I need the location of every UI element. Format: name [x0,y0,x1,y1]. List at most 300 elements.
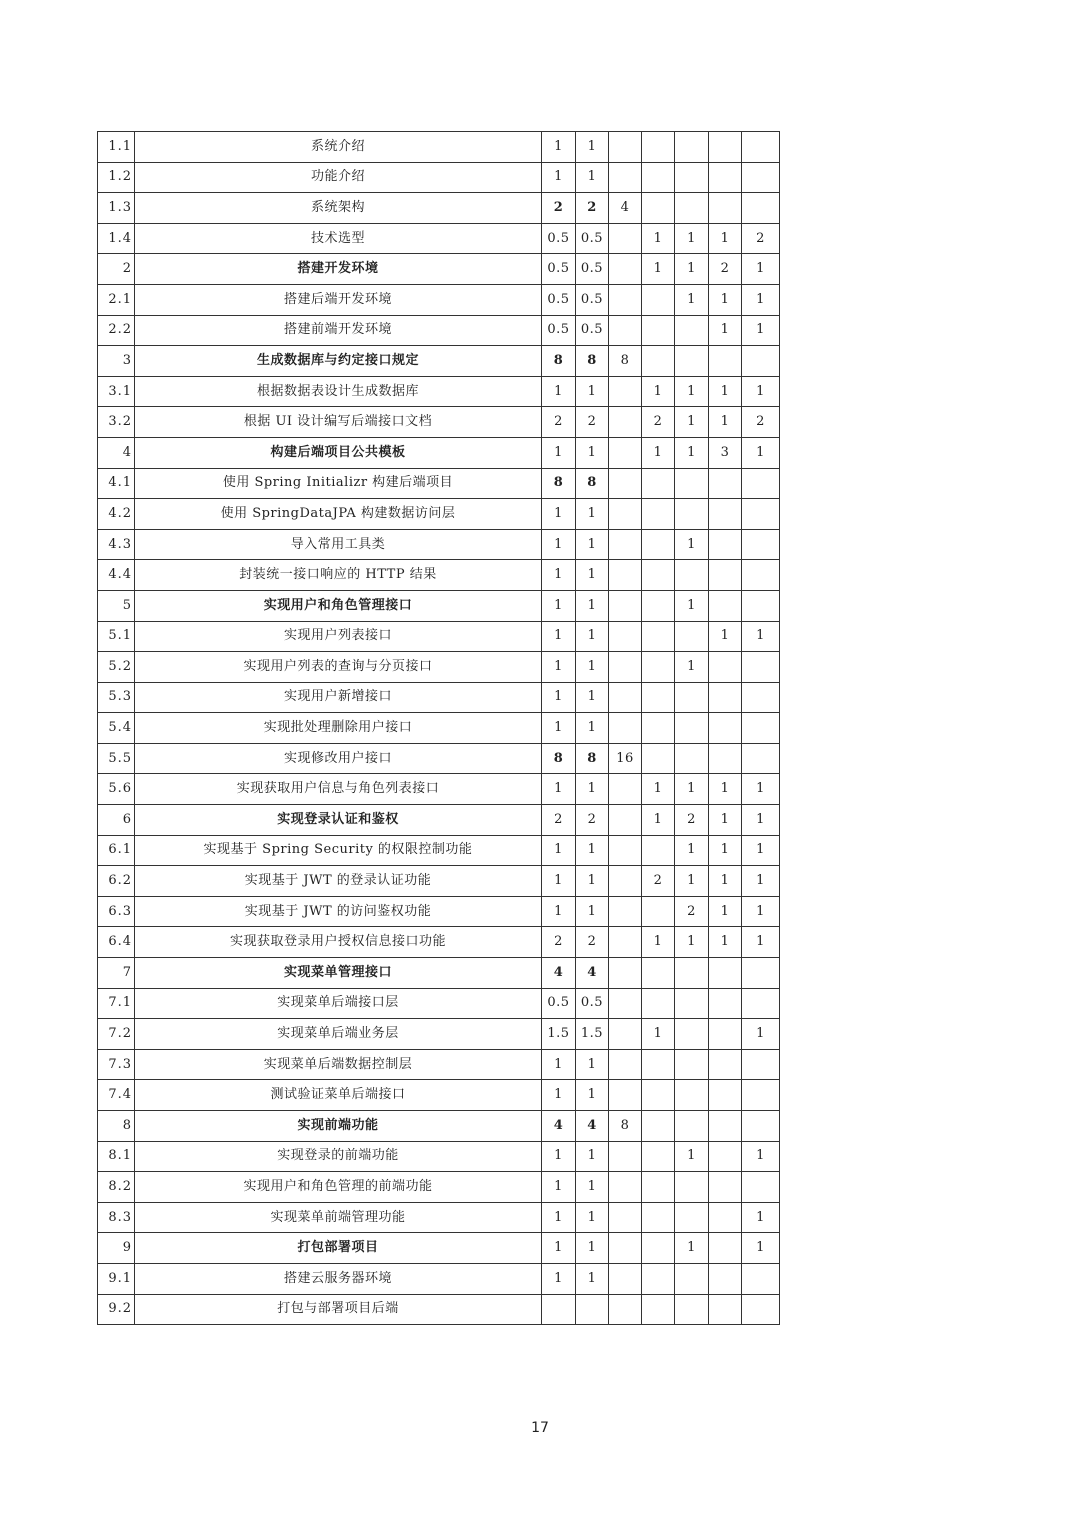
task-id-cell: 5.3 [98,682,135,713]
value-cell-3 [609,529,642,560]
task-name-cell: 使用 Spring Initializr 构建后端项目 [135,468,542,499]
value-cell-2: 2 [576,805,609,836]
table-row [98,223,780,254]
value-cell-7: 1 [742,927,780,958]
task-id-cell: 8 [98,1111,135,1142]
task-id-cell: 7.3 [98,1049,135,1080]
value-cell-4 [642,590,675,621]
task-name-cell: 实现菜单后端业务层 [135,1019,542,1050]
value-cell-7 [742,743,780,774]
value-cell-6 [709,346,742,377]
task-name-cell: 打包与部署项目后端 [135,1294,542,1325]
value-cell-7 [742,560,780,591]
value-cell-7 [742,682,780,713]
task-id-cell: 1.1 [98,132,135,163]
value-cell-6 [709,499,742,530]
value-cell-6: 1 [709,774,742,805]
value-cell-5 [675,193,709,224]
work-breakdown-table [97,131,780,1325]
table-row [98,407,780,438]
task-id-cell: 6.3 [98,896,135,927]
value-cell-1: 1 [542,774,576,805]
value-cell-6 [709,1233,742,1264]
task-name-cell: 实现用户和角色管理接口 [135,590,542,621]
task-id-cell: 4 [98,437,135,468]
value-cell-3 [609,621,642,652]
value-cell-3 [609,590,642,621]
value-cell-3 [609,1233,642,1264]
value-cell-6: 1 [709,407,742,438]
value-cell-3 [609,1294,642,1325]
value-cell-1: 1 [542,835,576,866]
table-row [98,132,780,163]
value-cell-6 [709,652,742,683]
value-cell-5: 1 [675,927,709,958]
value-cell-5: 1 [675,376,709,407]
value-cell-6 [709,1172,742,1203]
value-cell-7: 1 [742,835,780,866]
table-row [98,315,780,346]
task-name-cell: 功能介绍 [135,162,542,193]
task-name-cell: 使用 SpringDataJPA 构建数据访问层 [135,499,542,530]
task-id-cell: 9.1 [98,1263,135,1294]
value-cell-3: 16 [609,743,642,774]
table-row [98,835,780,866]
value-cell-4: 1 [642,774,675,805]
value-cell-4: 1 [642,927,675,958]
value-cell-7 [742,346,780,377]
value-cell-3: 4 [609,193,642,224]
task-id-cell: 8.1 [98,1141,135,1172]
table-row [98,743,780,774]
task-id-cell: 9.2 [98,1294,135,1325]
value-cell-4 [642,1263,675,1294]
value-cell-6: 1 [709,835,742,866]
task-name-cell: 封装统一接口响应的 HTTP 结果 [135,560,542,591]
value-cell-3 [609,774,642,805]
value-cell-6: 1 [709,621,742,652]
value-cell-6 [709,1202,742,1233]
task-name-cell: 实现菜单前端管理功能 [135,1202,542,1233]
value-cell-3 [609,468,642,499]
value-cell-7 [742,468,780,499]
value-cell-5: 2 [675,896,709,927]
value-cell-5 [675,346,709,377]
value-cell-4: 1 [642,1019,675,1050]
value-cell-4 [642,835,675,866]
value-cell-1: 2 [542,407,576,438]
task-id-cell: 2.2 [98,315,135,346]
value-cell-6 [709,560,742,591]
table-row [98,682,780,713]
value-cell-2: 1 [576,162,609,193]
value-cell-1: 2 [542,805,576,836]
value-cell-5: 1 [675,254,709,285]
value-cell-7 [742,1172,780,1203]
value-cell-4 [642,652,675,683]
value-cell-6 [709,1049,742,1080]
value-cell-5: 1 [675,835,709,866]
value-cell-4 [642,162,675,193]
value-cell-3 [609,835,642,866]
value-cell-3 [609,1019,642,1050]
value-cell-7 [742,590,780,621]
value-cell-5 [675,713,709,744]
value-cell-5: 1 [675,284,709,315]
value-cell-4 [642,958,675,989]
value-cell-1: 1 [542,1141,576,1172]
value-cell-2: 1 [576,376,609,407]
value-cell-4 [642,284,675,315]
value-cell-4: 1 [642,376,675,407]
value-cell-1: 1 [542,132,576,163]
value-cell-5: 1 [675,223,709,254]
task-name-cell: 根据 UI 设计编写后端接口文档 [135,407,542,438]
task-id-cell: 5.4 [98,713,135,744]
value-cell-4 [642,1172,675,1203]
table-row [98,1263,780,1294]
value-cell-4 [642,468,675,499]
task-name-cell: 实现基于 JWT 的登录认证功能 [135,866,542,897]
table-row [98,988,780,1019]
value-cell-7: 1 [742,437,780,468]
value-cell-5 [675,1111,709,1142]
task-name-cell: 实现修改用户接口 [135,743,542,774]
value-cell-3 [609,162,642,193]
task-name-cell: 实现获取登录用户授权信息接口功能 [135,927,542,958]
task-name-cell: 实现前端功能 [135,1111,542,1142]
value-cell-7: 1 [742,1202,780,1233]
table-row [98,284,780,315]
value-cell-4 [642,499,675,530]
value-cell-6 [709,193,742,224]
value-cell-7: 1 [742,315,780,346]
value-cell-7: 1 [742,376,780,407]
value-cell-5: 2 [675,805,709,836]
task-id-cell: 1.3 [98,193,135,224]
value-cell-1: 1 [542,1080,576,1111]
value-cell-1: 1 [542,652,576,683]
task-id-cell: 5.5 [98,743,135,774]
task-id-cell: 6.1 [98,835,135,866]
value-cell-1: 1 [542,1049,576,1080]
value-cell-1: 1 [542,529,576,560]
value-cell-1: 0.5 [542,988,576,1019]
value-cell-2: 1 [576,1172,609,1203]
table-row [98,468,780,499]
task-name-cell: 实现登录认证和鉴权 [135,805,542,836]
value-cell-2: 1 [576,1263,609,1294]
value-cell-7: 1 [742,1019,780,1050]
value-cell-4 [642,1080,675,1111]
value-cell-5 [675,621,709,652]
task-name-cell: 导入常用工具类 [135,529,542,560]
value-cell-3 [609,713,642,744]
value-cell-1: 1 [542,1233,576,1264]
table-body [98,132,780,1325]
value-cell-1: 0.5 [542,315,576,346]
value-cell-5: 1 [675,590,709,621]
task-name-cell: 生成数据库与约定接口规定 [135,346,542,377]
value-cell-2: 2 [576,927,609,958]
task-name-cell: 测试验证菜单后端接口 [135,1080,542,1111]
table-row [98,896,780,927]
value-cell-5 [675,1019,709,1050]
value-cell-6: 1 [709,866,742,897]
task-name-cell: 搭建后端开发环境 [135,284,542,315]
task-id-cell: 2 [98,254,135,285]
value-cell-4: 1 [642,223,675,254]
task-name-cell: 实现获取用户信息与角色列表接口 [135,774,542,805]
value-cell-6: 1 [709,927,742,958]
value-cell-5: 1 [675,652,709,683]
task-name-cell: 搭建云服务器环境 [135,1263,542,1294]
value-cell-3 [609,958,642,989]
value-cell-6: 3 [709,437,742,468]
value-cell-6 [709,590,742,621]
value-cell-4: 1 [642,805,675,836]
value-cell-2: 4 [576,958,609,989]
value-cell-5: 1 [675,437,709,468]
value-cell-3 [609,1172,642,1203]
value-cell-4 [642,1049,675,1080]
value-cell-3 [609,1263,642,1294]
task-name-cell: 构建后端项目公共模板 [135,437,542,468]
task-id-cell: 6.2 [98,866,135,897]
table-row [98,499,780,530]
value-cell-4: 2 [642,407,675,438]
value-cell-2 [576,1294,609,1325]
task-id-cell: 5.1 [98,621,135,652]
value-cell-7 [742,1111,780,1142]
value-cell-1: 8 [542,743,576,774]
value-cell-4 [642,1141,675,1172]
table-row [98,927,780,958]
value-cell-5 [675,468,709,499]
value-cell-7: 2 [742,407,780,438]
value-cell-6: 1 [709,896,742,927]
value-cell-2: 1 [576,1080,609,1111]
value-cell-6 [709,468,742,499]
table-row [98,376,780,407]
value-cell-6 [709,958,742,989]
value-cell-7 [742,1080,780,1111]
table-row [98,621,780,652]
value-cell-1: 1 [542,560,576,591]
value-cell-3 [609,223,642,254]
value-cell-4 [642,682,675,713]
value-cell-1: 1 [542,1263,576,1294]
value-cell-6 [709,162,742,193]
value-cell-1: 1 [542,682,576,713]
value-cell-2: 1 [576,560,609,591]
value-cell-3 [609,1080,642,1111]
value-cell-1: 2 [542,193,576,224]
task-id-cell: 4.1 [98,468,135,499]
value-cell-1: 1 [542,896,576,927]
table-row [98,1049,780,1080]
value-cell-7: 1 [742,866,780,897]
value-cell-4 [642,1233,675,1264]
task-id-cell: 7.4 [98,1080,135,1111]
value-cell-3 [609,652,642,683]
table-row [98,1080,780,1111]
value-cell-5: 1 [675,866,709,897]
value-cell-4 [642,1111,675,1142]
task-name-cell: 系统介绍 [135,132,542,163]
table-row [98,1202,780,1233]
value-cell-2: 0.5 [576,254,609,285]
value-cell-4: 2 [642,866,675,897]
task-id-cell: 3 [98,346,135,377]
value-cell-5 [675,682,709,713]
table-row [98,1111,780,1142]
value-cell-7: 1 [742,1141,780,1172]
value-cell-2: 8 [576,346,609,377]
value-cell-5 [675,988,709,1019]
value-cell-7: 1 [742,621,780,652]
value-cell-6 [709,743,742,774]
value-cell-5 [675,162,709,193]
value-cell-2: 0.5 [576,315,609,346]
value-cell-1: 1 [542,437,576,468]
task-name-cell: 系统架构 [135,193,542,224]
table-row [98,560,780,591]
table-row [98,1141,780,1172]
value-cell-2: 1 [576,499,609,530]
value-cell-3 [609,1141,642,1172]
value-cell-6: 1 [709,376,742,407]
value-cell-1: 0.5 [542,254,576,285]
value-cell-7 [742,1294,780,1325]
table-row [98,1172,780,1203]
value-cell-4 [642,988,675,1019]
task-id-cell: 6.4 [98,927,135,958]
value-cell-2: 4 [576,1111,609,1142]
table-row [98,1233,780,1264]
task-id-cell: 7.2 [98,1019,135,1050]
value-cell-2: 1 [576,437,609,468]
value-cell-5 [675,315,709,346]
table-row [98,958,780,989]
value-cell-5 [675,499,709,530]
value-cell-7: 1 [742,1233,780,1264]
value-cell-6: 1 [709,805,742,836]
value-cell-5: 1 [675,407,709,438]
value-cell-3 [609,896,642,927]
value-cell-1: 4 [542,1111,576,1142]
value-cell-2: 0.5 [576,284,609,315]
value-cell-4 [642,346,675,377]
value-cell-4 [642,713,675,744]
value-cell-2: 1 [576,1202,609,1233]
value-cell-4 [642,1202,675,1233]
value-cell-7: 1 [742,805,780,836]
value-cell-6: 1 [709,284,742,315]
value-cell-2: 1 [576,774,609,805]
value-cell-4 [642,132,675,163]
value-cell-5 [675,132,709,163]
value-cell-3: 8 [609,346,642,377]
value-cell-7 [742,499,780,530]
table-row [98,346,780,377]
task-id-cell: 4.3 [98,529,135,560]
task-id-cell: 4.4 [98,560,135,591]
page-number: 17 [531,1420,549,1436]
value-cell-1: 1 [542,866,576,897]
value-cell-4 [642,896,675,927]
value-cell-7 [742,162,780,193]
value-cell-3 [609,866,642,897]
task-name-cell: 搭建前端开发环境 [135,315,542,346]
task-name-cell: 实现用户和角色管理的前端功能 [135,1172,542,1203]
task-id-cell: 6 [98,805,135,836]
value-cell-2: 1.5 [576,1019,609,1050]
table-row [98,437,780,468]
value-cell-3 [609,560,642,591]
value-cell-2: 1 [576,835,609,866]
value-cell-1: 1 [542,1172,576,1203]
task-name-cell: 实现登录的前端功能 [135,1141,542,1172]
value-cell-7: 1 [742,254,780,285]
table-row [98,590,780,621]
value-cell-5 [675,1202,709,1233]
value-cell-2: 1 [576,713,609,744]
value-cell-6 [709,132,742,163]
value-cell-6: 1 [709,223,742,254]
value-cell-6: 2 [709,254,742,285]
value-cell-7 [742,1263,780,1294]
value-cell-7: 2 [742,223,780,254]
value-cell-6 [709,1080,742,1111]
table-row [98,1294,780,1325]
value-cell-1: 2 [542,927,576,958]
value-cell-7 [742,193,780,224]
task-id-cell: 5.2 [98,652,135,683]
table-row [98,805,780,836]
value-cell-5 [675,1080,709,1111]
value-cell-4 [642,560,675,591]
value-cell-3 [609,284,642,315]
value-cell-2: 1 [576,652,609,683]
value-cell-4 [642,1294,675,1325]
value-cell-7 [742,1049,780,1080]
task-name-cell: 实现批处理删除用户接口 [135,713,542,744]
value-cell-4 [642,621,675,652]
task-id-cell: 3.1 [98,376,135,407]
value-cell-5 [675,1294,709,1325]
value-cell-6 [709,529,742,560]
value-cell-1: 1 [542,1202,576,1233]
value-cell-1 [542,1294,576,1325]
value-cell-7 [742,652,780,683]
value-cell-3 [609,927,642,958]
value-cell-3 [609,254,642,285]
value-cell-1: 0.5 [542,223,576,254]
task-name-cell: 实现菜单管理接口 [135,958,542,989]
task-name-cell: 实现菜单后端数据控制层 [135,1049,542,1080]
task-name-cell: 实现菜单后端接口层 [135,988,542,1019]
value-cell-5 [675,1263,709,1294]
value-cell-1: 8 [542,346,576,377]
task-id-cell: 8.3 [98,1202,135,1233]
value-cell-6 [709,713,742,744]
value-cell-6 [709,1294,742,1325]
value-cell-1: 1 [542,162,576,193]
value-cell-1: 1 [542,499,576,530]
task-name-cell: 实现基于 JWT 的访问鉴权功能 [135,896,542,927]
value-cell-7 [742,988,780,1019]
